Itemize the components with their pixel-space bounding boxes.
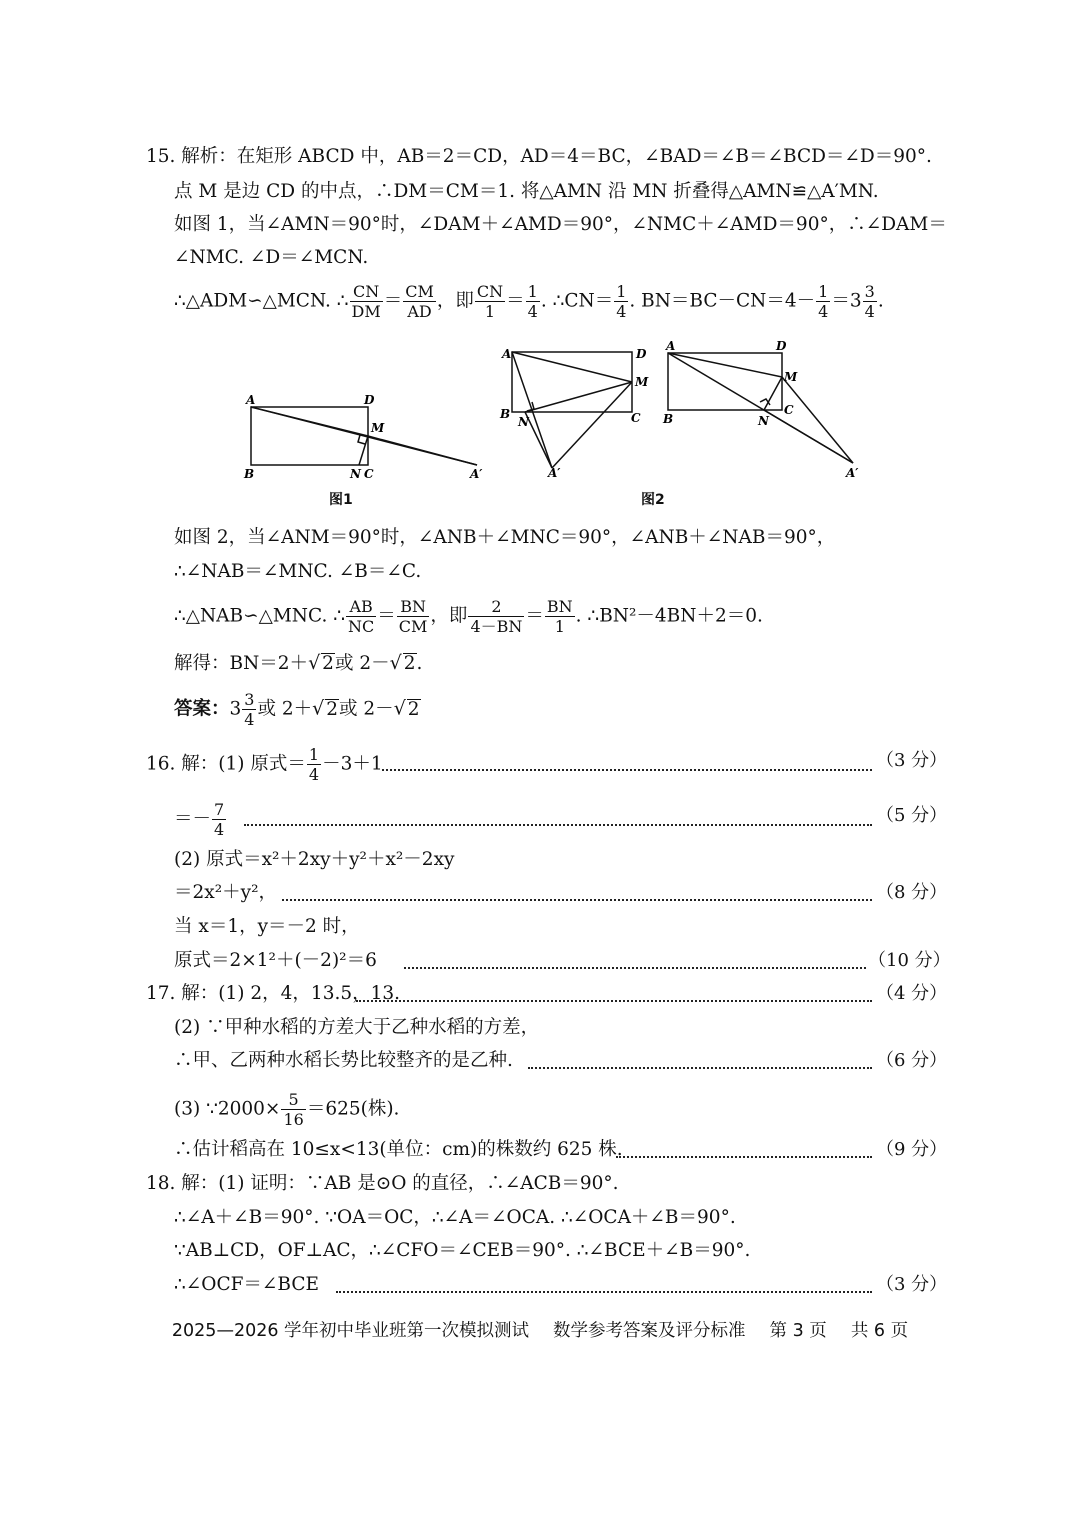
q16-line3: (2) 原式＝x²＋2xy＋y²＋x²－2xy bbox=[174, 849, 455, 870]
footer-total: 共 6 页 bbox=[850, 1321, 909, 1341]
footer-subject: 数学参考答案及评分标准 bbox=[553, 1321, 746, 1341]
fig2b-line-am bbox=[668, 353, 782, 377]
q17-line4: (3) ∵2000× $\frac{5}{16}$ ＝625(株). bbox=[174, 1090, 400, 1129]
q17-line5: ∴估计稻高在 10≤x<13(单位：cm)的株数约 625 株. bbox=[174, 1139, 623, 1160]
q16-line1: 16. 解：(1) 原式＝ $\frac{1}{4}$ －3＋1 bbox=[146, 745, 383, 784]
q16-line4-leader bbox=[282, 875, 872, 901]
fig1-label-b: B bbox=[244, 467, 255, 481]
q15-line3: 如图 1，当∠AMN＝90°时，∠DAM＋∠AMD＝90°，∠NMC＋∠AMD＝90°，∴∠DAM＝ bbox=[174, 214, 947, 235]
fig2a-label-m: M bbox=[635, 375, 649, 389]
q15-line8: ∴△NAB∽△MNC. ∴ $\frac{AB}{NC}$ ＝ $\frac{BN}{CM}$ ，即 $\frac{2}{4-BN}$ ＝ $\frac{BN}{1}$ . ∴BN²－4BN＋2＝0. bbox=[174, 597, 763, 636]
fig1-label-n: N bbox=[350, 467, 361, 481]
fig2b-label-c: C bbox=[784, 403, 794, 417]
q17-line3-score: （6 分） bbox=[876, 1050, 948, 1071]
fig2b-rectangle bbox=[668, 353, 782, 410]
fig2a-label-b: B bbox=[500, 407, 511, 421]
q16-line2: ＝－ $\frac{7}{4}$ bbox=[174, 800, 225, 839]
q18-line2: ∴∠A＋∠B＝90°. ∵OA＝OC，∴∠A＝∠OCA. ∴∠OCA＋∠B＝90°. bbox=[174, 1207, 736, 1228]
fig2b-line-m-aprime bbox=[782, 377, 853, 463]
figure-2a-diagram bbox=[496, 340, 656, 480]
q15-line6: 如图 2，当∠ANM＝90°时，∠ANB＋∠MNC＝90°，∠ANB＋∠NAB＝90°， bbox=[174, 527, 836, 548]
footer-title: 2025—2026 学年初中毕业班第一次模拟测试 bbox=[171, 1321, 530, 1341]
q15-line1: 15. 解析：在矩形 ABCD 中，AB＝2＝CD，AD＝4＝BC，∠BAD＝∠B＝∠BCD＝∠D＝90°. bbox=[146, 146, 932, 167]
fig2a-line-m-aprime bbox=[552, 382, 632, 468]
fig2a-label-c: C bbox=[631, 411, 641, 425]
q15-line2: 点 M 是边 CD 的中点，∴DM＝CM＝1. 将△AMN 沿 MN 折叠得△AMN≌△A′MN. bbox=[174, 181, 879, 202]
fig2b-label-b: B bbox=[663, 412, 674, 426]
fig2a-label-aprime: A′ bbox=[548, 466, 561, 480]
fig2a-label-n: N bbox=[518, 415, 529, 429]
q16-line1-score: （3 分） bbox=[876, 750, 948, 771]
q16-line4: ＝2x²＋y²， bbox=[174, 882, 277, 903]
fig2a-label-d: D bbox=[636, 347, 647, 361]
fig2b-line-nm bbox=[764, 377, 782, 410]
figure-1-diagram bbox=[240, 390, 490, 485]
q15-answer: 答案：3 $\frac{3}{4}$ 或 2＋√ 2或 2－√ 2 bbox=[174, 690, 420, 729]
q17-line2: (2) ∵甲种水稻的方差大于乙种水稻的方差， bbox=[174, 1017, 540, 1038]
fig2a-line-nm bbox=[525, 382, 632, 412]
q15-line9: 解得：BN＝2＋√ 2或 2－√ 2. bbox=[174, 652, 423, 674]
page-footer bbox=[0, 1317, 1080, 1342]
q18-line4-leader bbox=[336, 1267, 872, 1293]
q17-line3-leader bbox=[528, 1043, 872, 1069]
q16-line5: 当 x＝1，y＝－2 时， bbox=[174, 916, 360, 937]
fig1-label-a: A bbox=[246, 393, 256, 407]
q16-line4-score: （8 分） bbox=[876, 882, 948, 903]
fig2b-label-n: N bbox=[758, 414, 769, 428]
fig1-label-aprime: A′ bbox=[470, 467, 483, 481]
q15-line7: ∴∠NAB＝∠MNC. ∠B＝∠C. bbox=[174, 561, 422, 582]
q18-line4: ∴∠OCF＝∠BCE bbox=[174, 1274, 320, 1295]
q16-line1-leader bbox=[382, 745, 872, 771]
q17-line5-score: （9 分） bbox=[876, 1139, 948, 1160]
q17-line5-leader bbox=[616, 1132, 872, 1158]
fig1-rectangle bbox=[251, 407, 368, 465]
figure-2-caption: 图2 bbox=[641, 492, 665, 508]
q18-line1: 18. 解：(1) 证明：∵AB 是⊙O 的直径，∴∠ACB＝90°. bbox=[146, 1173, 619, 1194]
fig1-line-mn bbox=[359, 436, 368, 465]
q17-line1-leader bbox=[356, 976, 872, 1002]
q18-line4-score: （3 分） bbox=[876, 1274, 948, 1295]
figure-1-caption: 图1 bbox=[329, 492, 353, 508]
figure-2b-diagram bbox=[660, 335, 870, 485]
q15-line4: ∠NMC. ∠D＝∠MCN. bbox=[174, 247, 369, 268]
fig2a-label-a: A bbox=[502, 347, 512, 361]
fig1-label-c: C bbox=[364, 467, 374, 481]
q16-line6: 原式＝2×1²＋(－2)²＝6 bbox=[174, 950, 377, 971]
q16-line6-leader bbox=[404, 943, 866, 969]
fig2b-label-a: A bbox=[666, 339, 676, 353]
q18-line3: ∵AB⊥CD，OF⊥AC，∴∠CFO＝∠CEB＝90°. ∴∠BCE＋∠B＝90°. bbox=[174, 1240, 751, 1261]
fig2b-label-aprime: A′ bbox=[846, 466, 859, 480]
q16-line6-score: （10 分） bbox=[868, 950, 951, 971]
fig1-label-d: D bbox=[364, 393, 375, 407]
q17-line1-score: （4 分） bbox=[876, 983, 948, 1004]
fig2b-right-angle bbox=[760, 399, 770, 405]
q17-line1: 17. 解：(1) 2，4，13.5，13. bbox=[146, 983, 401, 1004]
q17-line3: ∴甲、乙两种水稻长势比较整齐的是乙种. bbox=[174, 1050, 513, 1071]
fig2b-label-m: M bbox=[784, 370, 798, 384]
fig1-line-m-aprime bbox=[368, 436, 477, 465]
fig1-label-m: M bbox=[371, 421, 385, 435]
q16-line2-leader bbox=[244, 800, 872, 826]
footer-page: 第 3 页 bbox=[769, 1321, 827, 1341]
q16-line2-score: （5 分） bbox=[876, 805, 948, 826]
fig1-line-am bbox=[251, 407, 368, 436]
fig2a-line-n-aprime bbox=[525, 412, 552, 468]
q15-line5: ∴△ADM∽△MCN. ∴ $\frac{CN}{DM}$ ＝ $\frac{CM}{AD}$ ，即 $\frac{CN}{1}$ ＝ $\frac{1}{4}$ . ∴CN＝ $\frac{1}{4}$ . BN＝BC－CN＝4－ $\frac{1}{4}$ ＝3 $\frac{3}{4}$ . bbox=[174, 282, 884, 321]
fig2a-line-am bbox=[512, 352, 632, 382]
fig2b-line-n-aprime bbox=[764, 410, 853, 463]
fig2b-label-d: D bbox=[776, 339, 787, 353]
